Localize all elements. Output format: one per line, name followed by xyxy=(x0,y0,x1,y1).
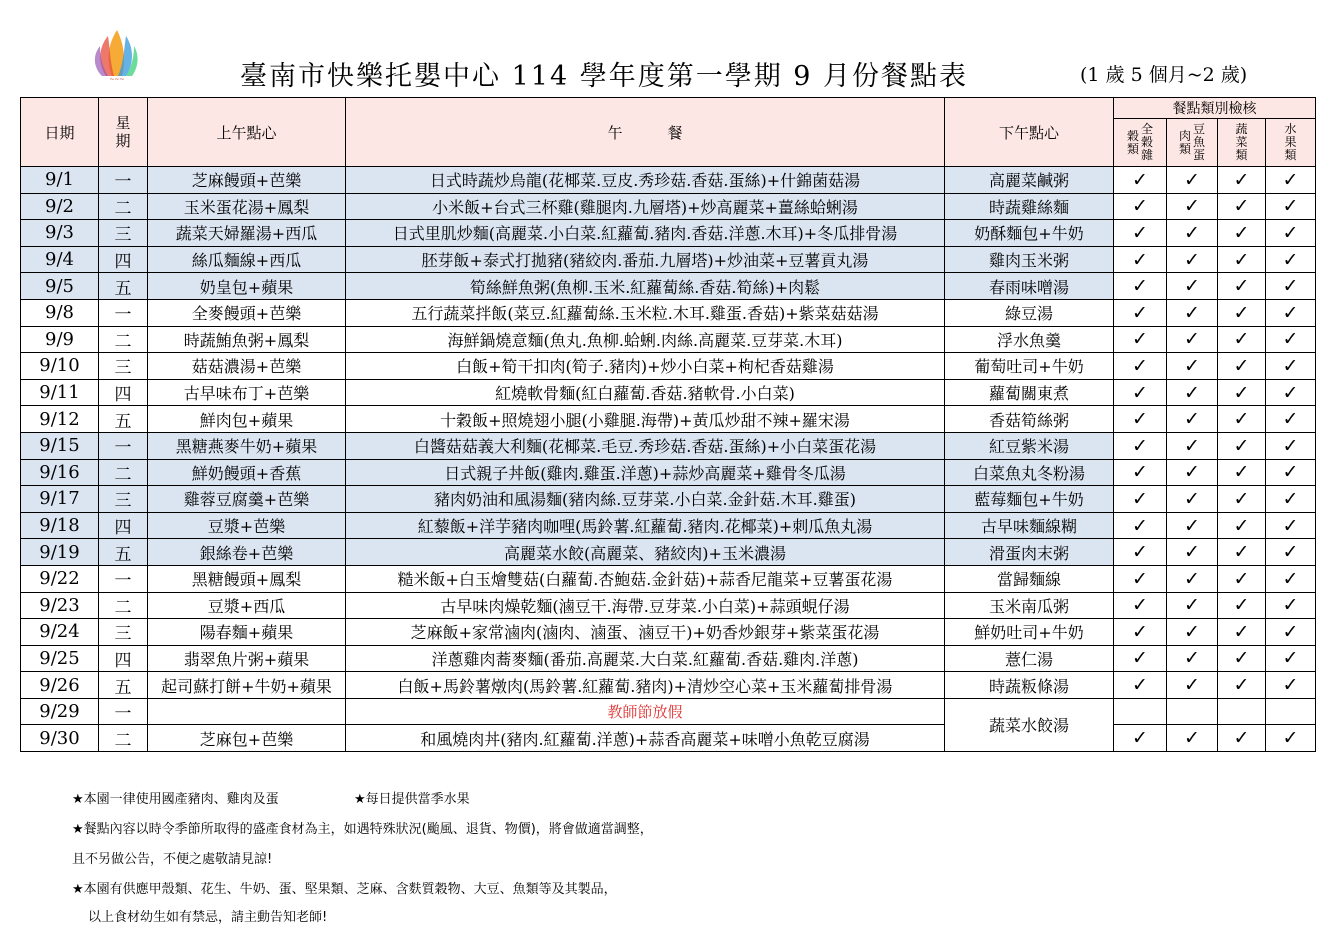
row-date: 9/18 xyxy=(21,512,99,539)
col-fruit-label: 水果類 xyxy=(1284,122,1297,162)
check-mark-icon: ✓ xyxy=(1218,326,1266,353)
table-row xyxy=(21,273,1316,300)
row-morning-snack: 芝麻包+芭樂 xyxy=(148,725,346,752)
row-morning-snack: 豆漿+西瓜 xyxy=(148,592,346,619)
note-3: ★餐點內容以時令季節所取得的盛產食材為主，如遇特殊狀況(颱風、退貨、物價)，將會做適當調整， xyxy=(72,822,653,837)
check-mark-icon: ✓ xyxy=(1167,432,1218,459)
row-morning-snack: 雞蓉豆腐羹+芭樂 xyxy=(148,486,346,513)
table-row xyxy=(21,539,1316,566)
check-mark-icon: ✓ xyxy=(1266,539,1316,566)
table-row-holiday xyxy=(21,698,1316,725)
row-day: 一 xyxy=(99,432,148,459)
check-mark-icon: ✓ xyxy=(1266,326,1316,353)
row-morning-snack: 黑糖燕麥牛奶+蘋果 xyxy=(148,432,346,459)
check-mark-icon: ✓ xyxy=(1218,459,1266,486)
check-mark-icon: ✓ xyxy=(1114,379,1167,406)
row-morning-snack: 銀絲卷+芭樂 xyxy=(148,539,346,566)
row-lunch: 白飯+馬鈴薯燉肉(馬鈴薯.紅蘿蔔.豬肉)+清炒空心菜+玉米蘿蔔排骨湯 xyxy=(346,672,945,699)
row-morning-snack: 鮮肉包+蘋果 xyxy=(148,406,346,433)
row-morning-snack: 時蔬鮪魚粥+鳳梨 xyxy=(148,326,346,353)
note-1: ★本園一律使用國產豬肉、雞肉及蛋 xyxy=(72,792,279,807)
col-protein-b: 豆魚蛋 xyxy=(1192,122,1205,162)
check-mark-icon: ✓ xyxy=(1218,512,1266,539)
row-morning-snack: 豆漿+芭樂 xyxy=(148,512,346,539)
row-lunch: 古早味肉燥乾麵(滷豆干.海帶.豆芽菜.小白菜)+蒜頭蜆仔湯 xyxy=(346,592,945,619)
row-lunch: 日式里肌炒麵(高麗菜.小白菜.紅蘿蔔.豬肉.香菇.洋蔥.木耳)+冬瓜排骨湯 xyxy=(346,220,945,247)
row-morning-snack: 玉米蛋花湯+鳳梨 xyxy=(148,193,346,220)
check-mark-icon: ✓ xyxy=(1114,246,1167,273)
check-mark-icon: ✓ xyxy=(1114,645,1167,672)
row-day: 五 xyxy=(99,273,148,300)
row-lunch: 十穀飯+照燒翅小腿(小雞腿.海帶)+黃瓜炒甜不辣+羅宋湯 xyxy=(346,406,945,433)
holiday-label: 教師節放假 xyxy=(346,698,945,725)
check-mark-icon: ✓ xyxy=(1218,539,1266,566)
row-afternoon-snack: 奶酥麵包+牛奶 xyxy=(945,220,1114,247)
note-6: 以上食材幼生如有禁忌，請主動告知老師! xyxy=(88,910,328,925)
col-protein-a: 肉類 xyxy=(1178,128,1191,156)
row-date: 9/2 xyxy=(21,193,99,220)
check-mark-icon: ✓ xyxy=(1218,246,1266,273)
check-mark-icon: ✓ xyxy=(1167,299,1218,326)
check-mark-icon: ✓ xyxy=(1167,167,1218,194)
table-row xyxy=(21,592,1316,619)
row-afternoon-snack: 古早味麵線糊 xyxy=(945,512,1114,539)
check-mark-icon: ✓ xyxy=(1114,326,1167,353)
row-lunch: 洋蔥雞肉蕎麥麵(番茄.高麗菜.大白菜.紅蘿蔔.香菇.雞肉.洋蔥) xyxy=(346,645,945,672)
row-day: 一 xyxy=(99,698,148,725)
logo-caption: ~~~ xyxy=(109,76,125,83)
row-morning-snack xyxy=(148,698,346,725)
row-morning-snack: 黑糖饅頭+鳳梨 xyxy=(148,565,346,592)
row-morning-snack: 起司蘇打餅+牛奶+蘋果 xyxy=(148,672,346,699)
check-mark-icon: ✓ xyxy=(1167,725,1218,752)
check-mark-icon: ✓ xyxy=(1114,220,1167,247)
row-morning-snack: 全麥饅頭+芭樂 xyxy=(148,299,346,326)
table-row xyxy=(21,432,1316,459)
row-lunch: 日式時蔬炒烏龍(花椰菜.豆皮.秀珍菇.香菇.蛋絲)+什錦菌菇湯 xyxy=(346,167,945,194)
row-lunch: 白醬菇菇義大利麵(花椰菜.毛豆.秀珍菇.香菇.蛋絲)+小白菜蛋花湯 xyxy=(346,432,945,459)
row-afternoon-snack: 葡萄吐司+牛奶 xyxy=(945,353,1114,380)
row-lunch: 五行蔬菜拌飯(菜豆.紅蘿蔔絲.玉米粒.木耳.雞蛋.香菇)+紫菜菇菇湯 xyxy=(346,299,945,326)
check-mark-icon: ✓ xyxy=(1218,379,1266,406)
check-mark-icon: ✓ xyxy=(1167,193,1218,220)
row-morning-snack: 奶皇包+蘋果 xyxy=(148,273,346,300)
check-mark-icon: ✓ xyxy=(1218,565,1266,592)
col-fruit xyxy=(1266,119,1316,167)
row-day: 一 xyxy=(99,299,148,326)
row-day: 四 xyxy=(99,379,148,406)
row-afternoon-snack: 鮮奶吐司+牛奶 xyxy=(945,619,1114,646)
row-date: 9/30 xyxy=(21,725,99,752)
page-title: 臺南市快樂托嬰中心 114 學年度第一學期 9 月份餐點表 xyxy=(240,61,969,92)
row-afternoon-snack: 綠豆湯 xyxy=(945,299,1114,326)
row-afternoon-snack: 藍莓麵包+牛奶 xyxy=(945,486,1114,513)
check-cell-empty xyxy=(1167,698,1218,725)
check-mark-icon: ✓ xyxy=(1167,645,1218,672)
check-mark-icon: ✓ xyxy=(1266,486,1316,513)
note-4: 且不另做公告，不便之處敬請見諒! xyxy=(72,852,273,867)
check-mark-icon: ✓ xyxy=(1218,193,1266,220)
row-lunch: 筍絲鮮魚粥(魚柳.玉米.紅蘿蔔絲.香菇.筍絲)+肉鬆 xyxy=(346,273,945,300)
check-mark-icon: ✓ xyxy=(1266,246,1316,273)
row-lunch: 紅藜飯+洋芋豬肉咖哩(馬鈴薯.紅蘿蔔.豬肉.花椰菜)+刺瓜魚丸湯 xyxy=(346,512,945,539)
row-day: 五 xyxy=(99,406,148,433)
check-mark-icon: ✓ xyxy=(1266,459,1316,486)
check-cell-empty xyxy=(1218,698,1266,725)
col-morning: 上午點心 xyxy=(148,98,346,167)
table-row xyxy=(21,167,1316,194)
row-date: 9/24 xyxy=(21,619,99,646)
col-lunch: 午 餐 xyxy=(346,98,945,167)
check-mark-icon: ✓ xyxy=(1266,725,1316,752)
table-row xyxy=(21,220,1316,247)
row-morning-snack: 絲瓜麵線+西瓜 xyxy=(148,246,346,273)
col-grain-b: 全穀雜 xyxy=(1140,122,1153,162)
row-afternoon-snack: 香菇筍絲粥 xyxy=(945,406,1114,433)
row-day: 五 xyxy=(99,672,148,699)
row-day: 二 xyxy=(99,193,148,220)
row-afternoon-snack: 時蔬雞絲麵 xyxy=(945,193,1114,220)
row-morning-snack: 鮮奶饅頭+香蕉 xyxy=(148,459,346,486)
check-mark-icon: ✓ xyxy=(1114,539,1167,566)
check-mark-icon: ✓ xyxy=(1114,299,1167,326)
row-morning-snack: 陽春麵+蘋果 xyxy=(148,619,346,646)
check-mark-icon: ✓ xyxy=(1218,592,1266,619)
check-mark-icon: ✓ xyxy=(1218,273,1266,300)
check-mark-icon: ✓ xyxy=(1167,512,1218,539)
check-mark-icon: ✓ xyxy=(1114,672,1167,699)
row-date: 9/11 xyxy=(21,379,99,406)
check-mark-icon: ✓ xyxy=(1114,273,1167,300)
check-mark-icon: ✓ xyxy=(1218,220,1266,247)
row-morning-snack: 蔬菜天婦羅湯+西瓜 xyxy=(148,220,346,247)
row-date: 9/26 xyxy=(21,672,99,699)
col-date: 日期 xyxy=(21,98,99,167)
check-mark-icon: ✓ xyxy=(1218,486,1266,513)
check-mark-icon: ✓ xyxy=(1167,353,1218,380)
row-lunch: 和風燒肉丼(豬肉.紅蘿蔔.洋蔥)+蒜香高麗菜+味噌小魚乾豆腐湯 xyxy=(346,725,945,752)
check-mark-icon: ✓ xyxy=(1167,539,1218,566)
row-date: 9/1 xyxy=(21,167,99,194)
row-afternoon-snack: 薏仁湯 xyxy=(945,645,1114,672)
row-date: 9/8 xyxy=(21,299,99,326)
check-mark-icon: ✓ xyxy=(1266,273,1316,300)
check-mark-icon: ✓ xyxy=(1114,167,1167,194)
check-mark-icon: ✓ xyxy=(1114,592,1167,619)
row-lunch: 日式親子丼飯(雞肉.雞蛋.洋蔥)+蒜炒高麗菜+雞骨冬瓜湯 xyxy=(346,459,945,486)
row-morning-snack: 菇菇濃湯+芭樂 xyxy=(148,353,346,380)
row-lunch: 豬肉奶油和風湯麵(豬肉絲.豆芽菜.小白菜.金針菇.木耳.雞蛋) xyxy=(346,486,945,513)
check-mark-icon: ✓ xyxy=(1167,326,1218,353)
col-veg-label: 蔬菜類 xyxy=(1235,122,1248,162)
check-mark-icon: ✓ xyxy=(1218,645,1266,672)
check-mark-icon: ✓ xyxy=(1167,459,1218,486)
check-mark-icon: ✓ xyxy=(1218,299,1266,326)
row-date: 9/12 xyxy=(21,406,99,433)
row-lunch: 高麗菜水餃(高麗菜、豬絞肉)+玉米濃湯 xyxy=(346,539,945,566)
row-afternoon-snack: 滑蛋肉末粥 xyxy=(945,539,1114,566)
check-mark-icon: ✓ xyxy=(1114,432,1167,459)
check-mark-icon: ✓ xyxy=(1266,220,1316,247)
table-row xyxy=(21,353,1316,380)
check-mark-icon: ✓ xyxy=(1218,353,1266,380)
check-mark-icon: ✓ xyxy=(1266,379,1316,406)
col-afternoon: 下午點心 xyxy=(945,98,1114,167)
row-day: 二 xyxy=(99,725,148,752)
check-mark-icon: ✓ xyxy=(1266,565,1316,592)
check-mark-icon: ✓ xyxy=(1167,565,1218,592)
note-5: ★本園有供應甲殼類、花生、牛奶、蛋、堅果類、芝麻、含麩質穀物、大豆、魚類等及其製品， xyxy=(72,882,617,897)
check-mark-icon: ✓ xyxy=(1114,459,1167,486)
check-mark-icon: ✓ xyxy=(1266,167,1316,194)
row-day: 四 xyxy=(99,512,148,539)
row-afternoon-snack: 浮水魚羹 xyxy=(945,326,1114,353)
row-afternoon-snack: 紅豆紫米湯 xyxy=(945,432,1114,459)
row-day: 三 xyxy=(99,486,148,513)
table-row xyxy=(21,326,1316,353)
check-mark-icon: ✓ xyxy=(1167,672,1218,699)
table-row xyxy=(21,486,1316,513)
row-day: 三 xyxy=(99,353,148,380)
row-afternoon-snack: 高麗菜鹹粥 xyxy=(945,167,1114,194)
meal-table xyxy=(20,97,1316,752)
check-mark-icon: ✓ xyxy=(1266,645,1316,672)
check-mark-icon: ✓ xyxy=(1266,619,1316,646)
check-mark-icon: ✓ xyxy=(1218,432,1266,459)
col-day-label: 星期 xyxy=(115,114,131,150)
check-mark-icon: ✓ xyxy=(1218,619,1266,646)
row-day: 三 xyxy=(99,619,148,646)
row-date: 9/22 xyxy=(21,565,99,592)
table-row xyxy=(21,645,1316,672)
check-mark-icon: ✓ xyxy=(1266,193,1316,220)
age-range: (1 歲 5 個月~2 歲) xyxy=(1080,64,1248,86)
row-lunch: 芝麻飯+家常滷肉(滷肉、滷蛋、滷豆干)+奶香炒銀芽+紫菜蛋花湯 xyxy=(346,619,945,646)
check-mark-icon: ✓ xyxy=(1218,725,1266,752)
row-morning-snack: 翡翠魚片粥+蘋果 xyxy=(148,645,346,672)
row-afternoon-snack: 雞肉玉米粥 xyxy=(945,246,1114,273)
row-afternoon-snack: 白菜魚丸冬粉湯 xyxy=(945,459,1114,486)
check-mark-icon: ✓ xyxy=(1167,592,1218,619)
table-row xyxy=(21,246,1316,273)
table-row xyxy=(21,619,1316,646)
row-afternoon-snack: 當歸麵線 xyxy=(945,565,1114,592)
check-mark-icon: ✓ xyxy=(1167,273,1218,300)
table-row xyxy=(21,512,1316,539)
table-row xyxy=(21,725,1316,752)
row-day: 一 xyxy=(99,565,148,592)
check-mark-icon: ✓ xyxy=(1114,193,1167,220)
check-mark-icon: ✓ xyxy=(1114,619,1167,646)
note-2: ★每日提供當季水果 xyxy=(354,792,470,807)
row-afternoon-snack: 時蔬粄條湯 xyxy=(945,672,1114,699)
row-date: 9/19 xyxy=(21,539,99,566)
check-mark-icon: ✓ xyxy=(1167,486,1218,513)
check-mark-icon: ✓ xyxy=(1266,672,1316,699)
row-date: 9/23 xyxy=(21,592,99,619)
row-afternoon-snack: 春雨味噌湯 xyxy=(945,273,1114,300)
check-mark-icon: ✓ xyxy=(1114,406,1167,433)
table-row xyxy=(21,379,1316,406)
row-lunch: 海鮮鍋燒意麵(魚丸.魚柳.蛤蜊.肉絲.高麗菜.豆芽菜.木耳) xyxy=(346,326,945,353)
row-lunch: 糙米飯+白玉燴雙菇(白蘿蔔.杏鮑菇.金針菇)+蒜香尼龍菜+豆薯蛋花湯 xyxy=(346,565,945,592)
row-afternoon-snack: 蘿蔔關東煮 xyxy=(945,379,1114,406)
check-mark-icon: ✓ xyxy=(1114,725,1167,752)
check-cell-empty xyxy=(1114,698,1167,725)
check-mark-icon: ✓ xyxy=(1266,512,1316,539)
check-mark-icon: ✓ xyxy=(1266,592,1316,619)
row-date: 9/9 xyxy=(21,326,99,353)
row-day: 一 xyxy=(99,167,148,194)
check-mark-icon: ✓ xyxy=(1167,220,1218,247)
row-date: 9/29 xyxy=(21,698,99,725)
row-afternoon-snack: 玉米南瓜粥 xyxy=(945,592,1114,619)
check-mark-icon: ✓ xyxy=(1218,672,1266,699)
row-date: 9/5 xyxy=(21,273,99,300)
check-mark-icon: ✓ xyxy=(1218,406,1266,433)
col-protein xyxy=(1167,119,1218,167)
row-date: 9/3 xyxy=(21,220,99,247)
check-mark-icon: ✓ xyxy=(1114,512,1167,539)
col-check-group: 餐點類別檢核 xyxy=(1114,98,1316,119)
table-row xyxy=(21,459,1316,486)
row-lunch: 胚芽飯+泰式打拋豬(豬絞肉.番茄.九層塔)+炒油菜+豆薯貢丸湯 xyxy=(346,246,945,273)
row-day: 三 xyxy=(99,220,148,247)
check-mark-icon: ✓ xyxy=(1218,167,1266,194)
row-afternoon-snack: 蔬菜水餃湯 xyxy=(945,698,1114,751)
meal-table-body xyxy=(21,167,1316,752)
check-mark-icon: ✓ xyxy=(1114,565,1167,592)
row-day: 五 xyxy=(99,539,148,566)
row-day: 四 xyxy=(99,645,148,672)
row-date: 9/25 xyxy=(21,645,99,672)
row-date: 9/17 xyxy=(21,486,99,513)
row-date: 9/16 xyxy=(21,459,99,486)
row-date: 9/10 xyxy=(21,353,99,380)
row-day: 二 xyxy=(99,326,148,353)
table-row xyxy=(21,193,1316,220)
col-grain xyxy=(1114,119,1167,167)
check-mark-icon: ✓ xyxy=(1167,406,1218,433)
col-day xyxy=(99,98,148,167)
check-mark-icon: ✓ xyxy=(1114,486,1167,513)
col-grain-a: 穀類 xyxy=(1126,128,1139,156)
check-mark-icon: ✓ xyxy=(1114,353,1167,380)
table-row xyxy=(21,406,1316,433)
row-lunch: 小米飯+台式三杯雞(雞腿肉.九層塔)+炒高麗菜+薑絲蛤蜊湯 xyxy=(346,193,945,220)
row-lunch: 紅燒軟骨麵(紅白蘿蔔.香菇.豬軟骨.小白菜) xyxy=(346,379,945,406)
row-day: 二 xyxy=(99,592,148,619)
row-day: 四 xyxy=(99,246,148,273)
check-cell-empty xyxy=(1266,698,1316,725)
row-morning-snack: 古早味布丁+芭樂 xyxy=(148,379,346,406)
check-mark-icon: ✓ xyxy=(1266,353,1316,380)
check-mark-icon: ✓ xyxy=(1266,432,1316,459)
row-date: 9/4 xyxy=(21,246,99,273)
col-veg xyxy=(1218,119,1266,167)
check-mark-icon: ✓ xyxy=(1167,619,1218,646)
check-mark-icon: ✓ xyxy=(1167,246,1218,273)
table-row xyxy=(21,565,1316,592)
check-mark-icon: ✓ xyxy=(1266,406,1316,433)
row-lunch: 白飯+筍干扣肉(筍子.豬肉)+炒小白菜+枸杞香菇雞湯 xyxy=(346,353,945,380)
table-row xyxy=(21,299,1316,326)
row-date: 9/15 xyxy=(21,432,99,459)
check-mark-icon: ✓ xyxy=(1266,299,1316,326)
row-day: 二 xyxy=(99,459,148,486)
check-mark-icon: ✓ xyxy=(1167,379,1218,406)
row-morning-snack: 芝麻饅頭+芭樂 xyxy=(148,167,346,194)
table-row xyxy=(21,672,1316,699)
